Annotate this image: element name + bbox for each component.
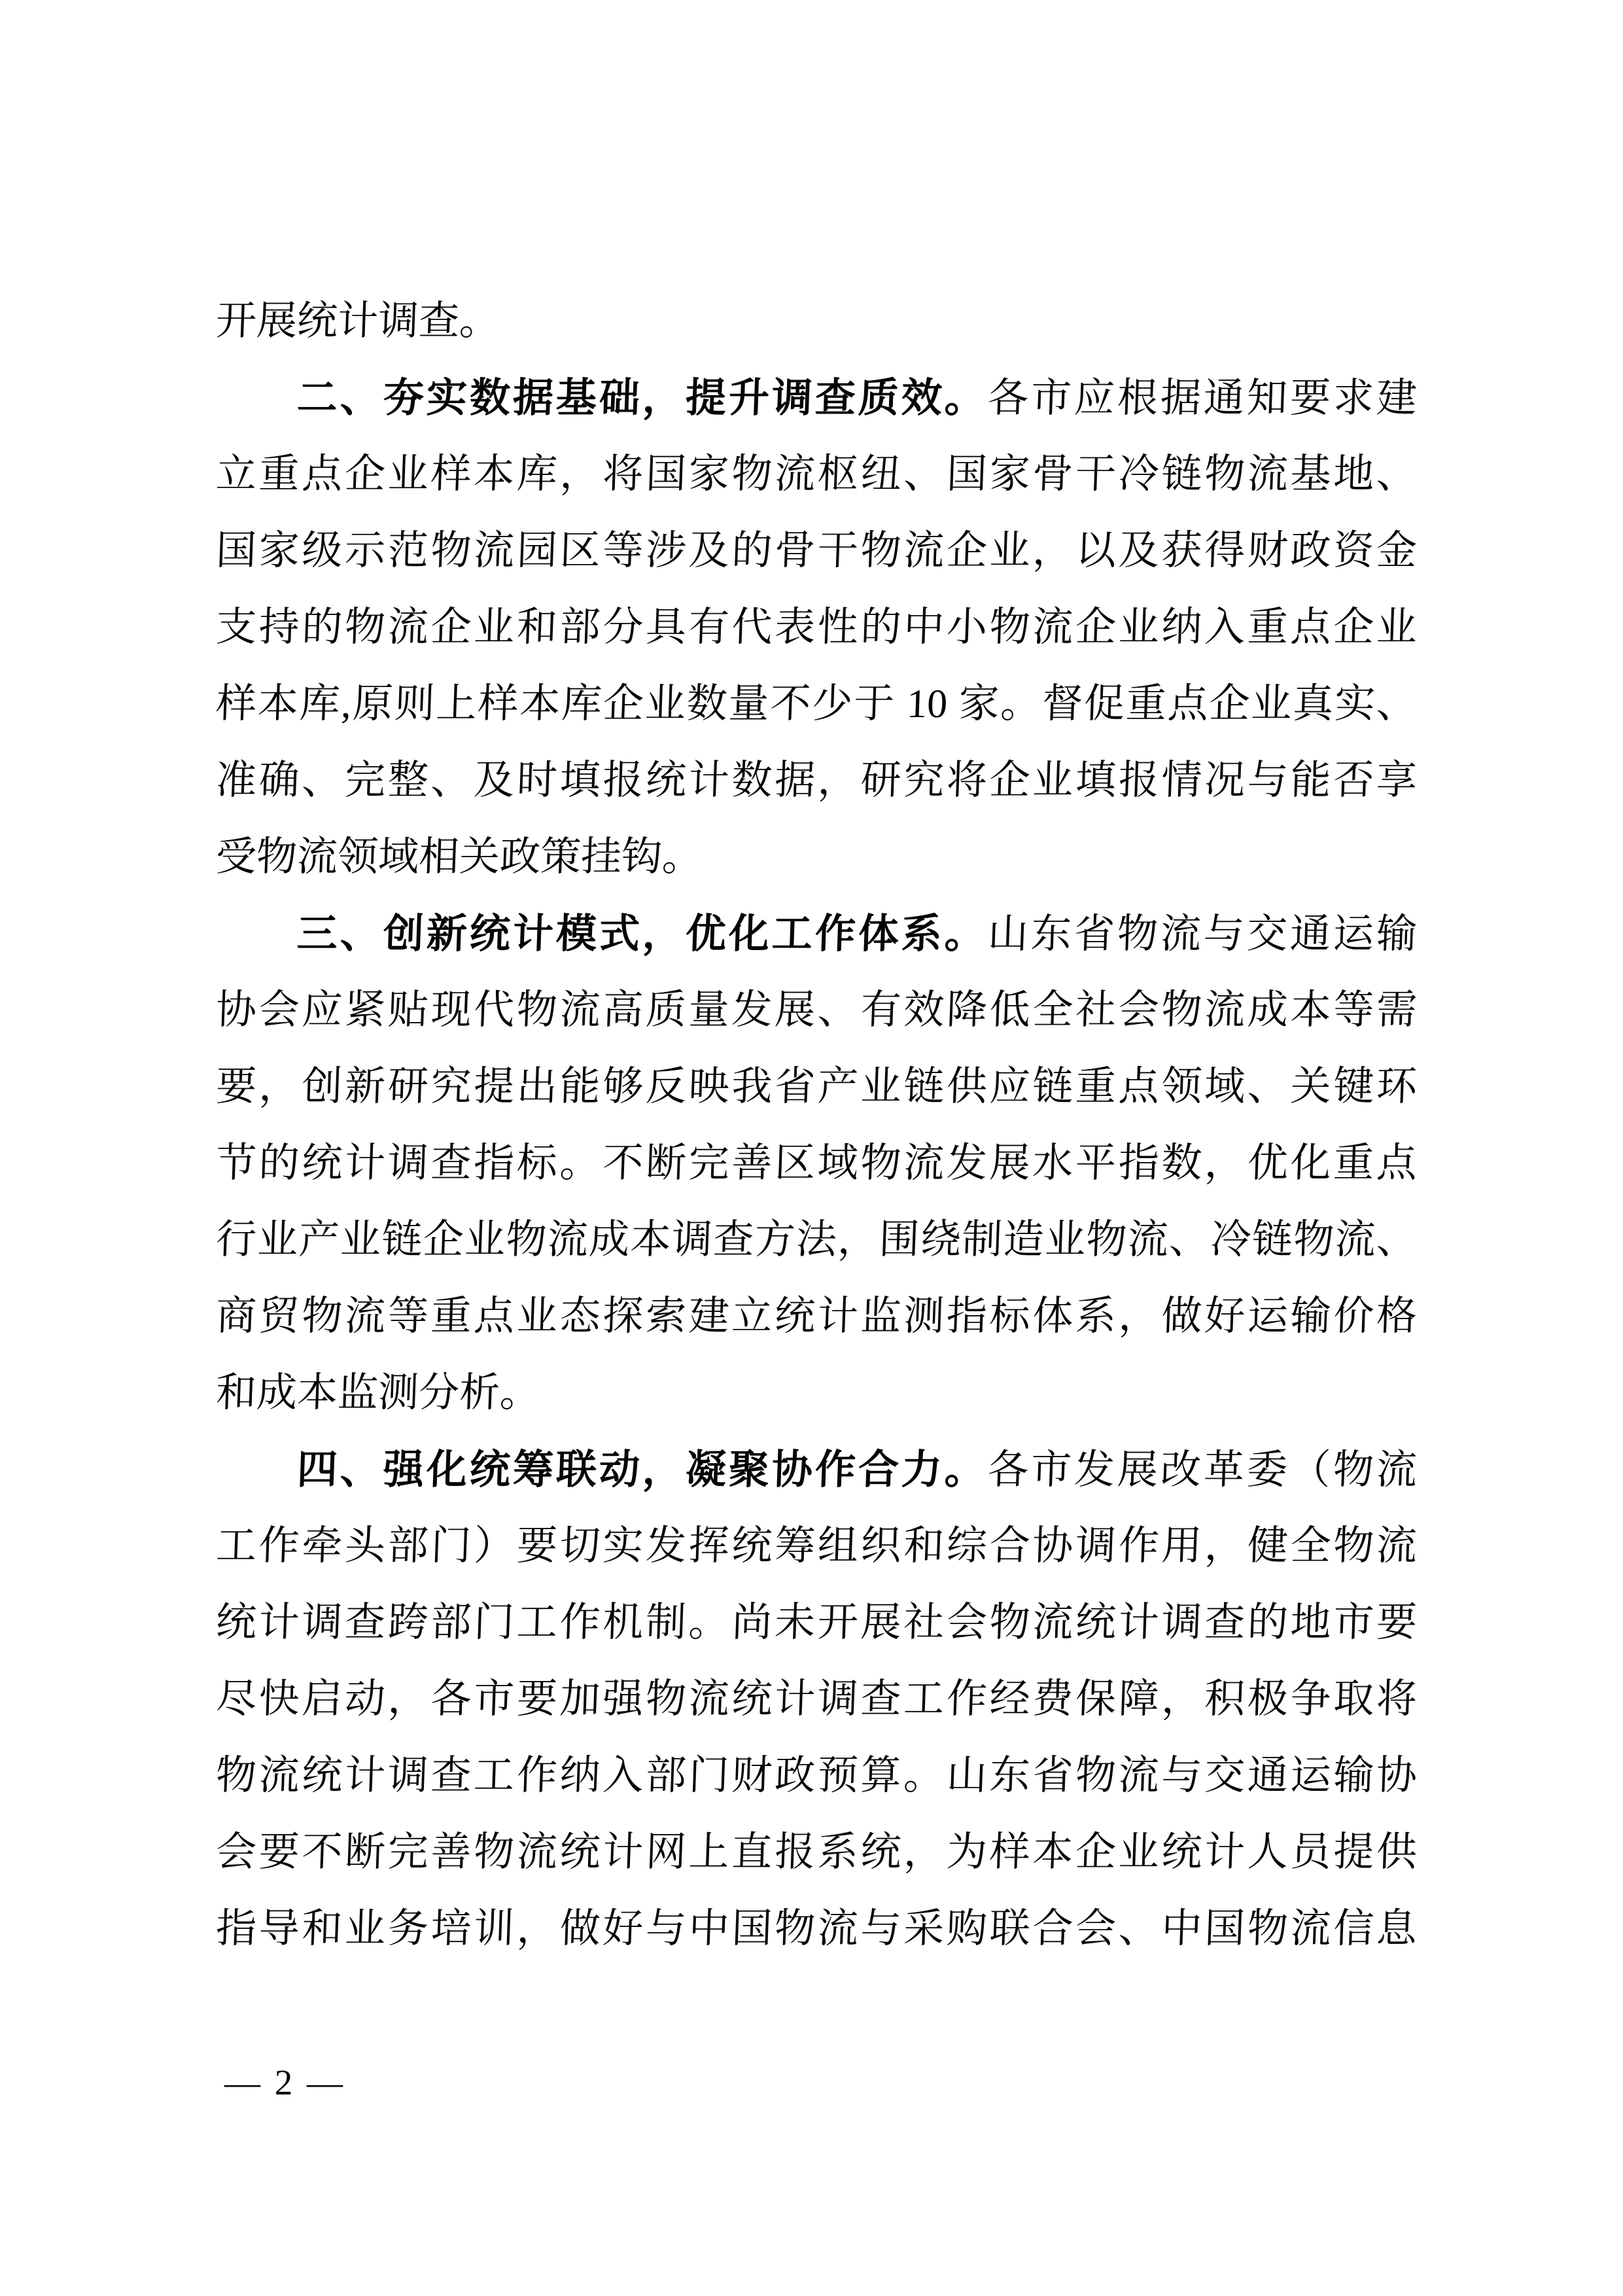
text-line [215, 1432, 1418, 1508]
body-text: 商贸物流等重点业态探索建立统计监测指标体系，做好运输价格 [215, 1294, 1418, 1339]
text-line [215, 1891, 1418, 1968]
text-line [215, 1585, 1418, 1661]
text-line [215, 819, 1418, 896]
body-text: 指导和业务培训，做好与中国物流与采购联合会、中国物流信息 [215, 1907, 1418, 1951]
body-text: 会要不断完善物流统计网上直报系统，为样本企业统计人员提供 [215, 1830, 1418, 1875]
page-number: — 2 — [224, 2062, 345, 2102]
text-line [215, 1125, 1418, 1202]
text-line [215, 590, 1418, 666]
body-text: 样本库,原则上样本库企业数量不少于 10 家。督促重点企业真实、 [215, 682, 1418, 726]
text-line [215, 1202, 1418, 1279]
text-line [215, 666, 1418, 743]
text-line [215, 360, 1418, 436]
body-text: 行业产业链企业物流成本调查方法，围绕制造业物流、冷链物流、 [215, 1218, 1418, 1262]
body-text: 受物流领域相关政策挂钩。 [215, 835, 704, 879]
body-text: 尽快启动，各市要加强物流统计调查工作经费保障，积极争取将 [215, 1677, 1418, 1722]
body-text: 支持的物流企业和部分具有代表性的中小物流企业纳入重点企业 [215, 605, 1418, 650]
body-text: 国家级示范物流园区等涉及的骨干物流企业，以及获得财政资金 [215, 529, 1418, 573]
text-line [215, 1661, 1418, 1738]
text-line [215, 1355, 1418, 1432]
body-text: 节的统计调查指标。不断完善区域物流发展水平指数，优化重点 [215, 1141, 1418, 1186]
body-text: 统计调查跨部门工作机制。尚未开展社会物流统计调查的地市要 [215, 1600, 1418, 1645]
text-line [215, 1738, 1418, 1814]
text-line [215, 1049, 1418, 1125]
body-text: 工作牵头部门）要切实发挥统筹组织和综合协调作用，健全物流 [215, 1524, 1418, 1568]
text-line [215, 1279, 1418, 1355]
body-text: 立重点企业样本库，将国家物流枢纽、国家骨干冷链物流基地、 [215, 452, 1418, 497]
body-text: 和成本监测分析。 [215, 1371, 542, 1415]
text-line [215, 283, 1418, 360]
body-text: 山东省物流与交通运输 [986, 912, 1418, 957]
text-line [215, 513, 1418, 590]
body-text: 协会应紧贴现代物流高质量发展、有效降低全社会物流成本等需 [215, 988, 1418, 1033]
body-text: 物流统计调查工作纳入部门财政预算。山东省物流与交通运输协 [215, 1754, 1418, 1798]
body-text: 要，创新研究提出能够反映我省产业链供应链重点领域、关键环 [215, 1065, 1418, 1109]
body-text: 各市发展改革委（物流 [986, 1448, 1418, 1492]
text-block [216, 283, 1417, 1968]
body-text: 开展统计调查。 [215, 299, 501, 344]
text-line [215, 436, 1418, 513]
text-line [215, 1814, 1418, 1891]
section-heading: 三、创新统计模式，优化工作体系。 [296, 911, 989, 957]
section-heading: 二、夯实数据基础，提升调查质效。 [296, 376, 989, 421]
text-line [215, 1508, 1418, 1585]
text-line [215, 972, 1418, 1049]
text-line [215, 896, 1418, 972]
body-text: 准确、完整、及时填报统计数据，研究将企业填报情况与能否享 [215, 758, 1418, 803]
body-text: 各市应根据通知要求建 [986, 376, 1418, 421]
text-line [215, 743, 1418, 819]
section-heading: 四、强化统筹联动，凝聚协作合力。 [296, 1447, 989, 1492]
